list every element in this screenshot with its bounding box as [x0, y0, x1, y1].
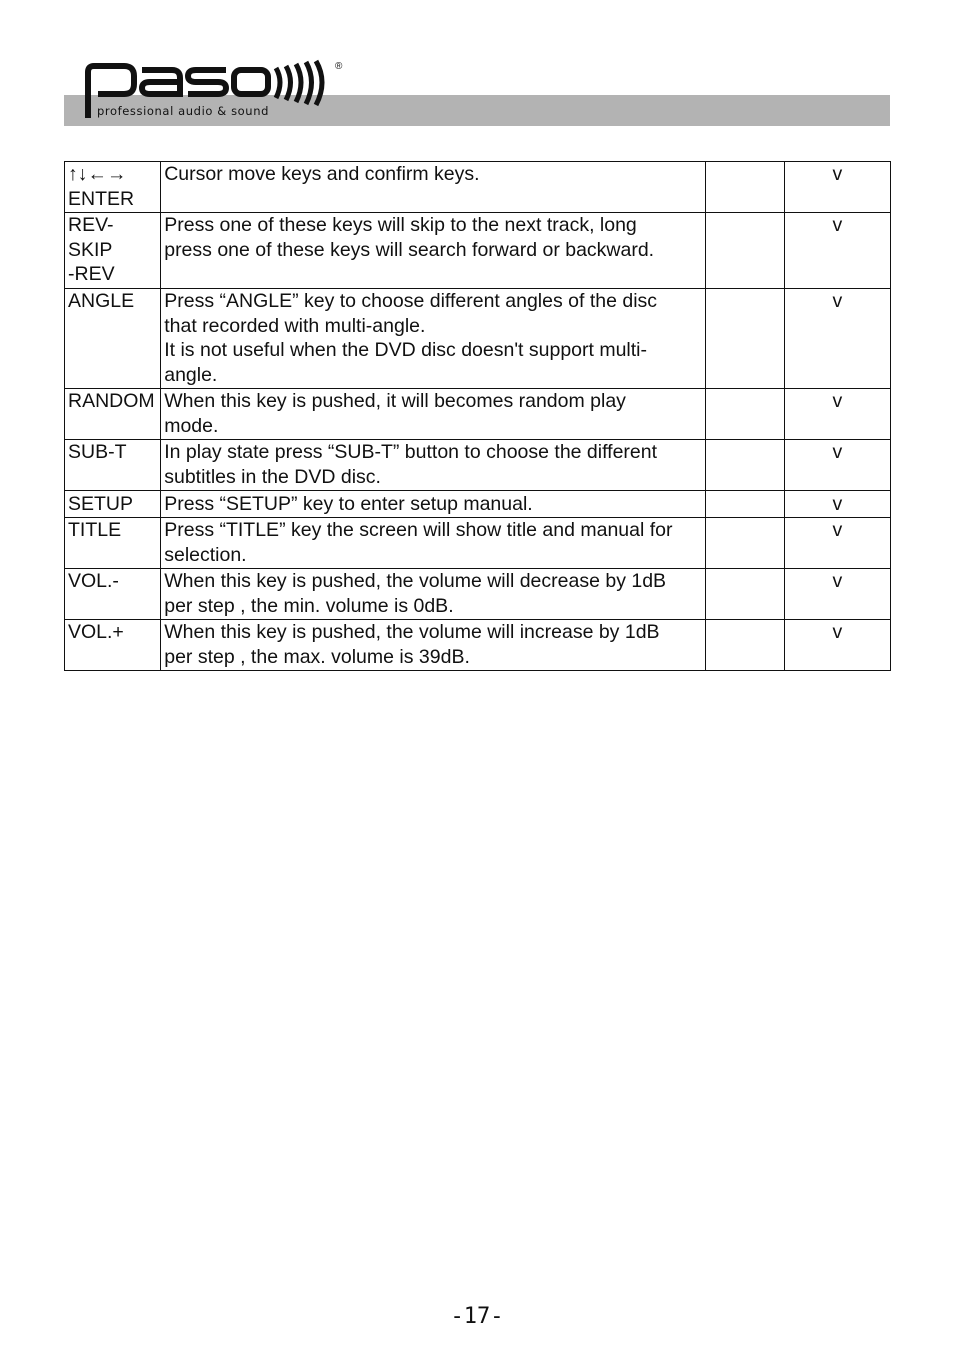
description-cell — [161, 162, 705, 213]
key-line: VOL.- — [68, 570, 119, 592]
key-cell — [65, 518, 161, 569]
key-cell — [65, 213, 161, 289]
table-row — [65, 213, 891, 289]
blank-cell — [705, 569, 784, 620]
table-row — [65, 440, 891, 491]
key-cell — [65, 289, 161, 389]
description-line: Press “SETUP” key to enter setup manual. — [164, 493, 533, 515]
description-line: In play state press “SUB-T” button to choose the different — [164, 441, 658, 463]
description-cell — [161, 620, 705, 671]
description-line: Press one of these keys will skip to the next track, long — [164, 214, 637, 236]
blank-cell — [705, 491, 784, 518]
blank-cell — [705, 289, 784, 389]
check-cell: v — [784, 389, 890, 440]
table-row — [65, 620, 891, 671]
check-cell: v — [784, 569, 890, 620]
table-row — [65, 569, 891, 620]
description-line: mode. — [164, 414, 219, 437]
description-line: subtitles in the DVD disc. — [164, 465, 381, 488]
description-line: It is not useful when the DVD disc doesn't support multi- — [164, 339, 648, 361]
key-cell — [65, 491, 161, 518]
description-line: Cursor move keys and confirm keys. — [164, 163, 480, 185]
key-line: SKIP — [68, 238, 113, 261]
table-row — [65, 491, 891, 518]
key-line: SETUP — [68, 493, 134, 515]
description-line: that recorded with multi-angle. — [164, 314, 426, 337]
table-row — [65, 162, 891, 213]
blank-cell — [705, 440, 784, 491]
key-line: ANGLE — [68, 290, 135, 312]
description-cell — [161, 389, 705, 440]
key-cell — [65, 569, 161, 620]
remote-keys-table — [64, 161, 891, 671]
check-cell: v — [784, 162, 890, 213]
key-cell — [65, 440, 161, 491]
table-row — [65, 518, 891, 569]
blank-cell — [705, 518, 784, 569]
key-cell — [65, 162, 161, 213]
blank-cell — [705, 213, 784, 289]
description-line: Press “TITLE” key the screen will show title and manual for — [164, 519, 673, 541]
key-line: -REV — [68, 263, 115, 285]
description-line: angle. — [164, 363, 218, 386]
check-cell: v — [784, 213, 890, 289]
description-line: When this key is pushed, the volume will increase by 1dB — [164, 621, 660, 643]
key-line: SUB-T — [68, 441, 127, 463]
description-cell — [161, 569, 705, 620]
check-cell: v — [784, 440, 890, 491]
check-cell: v — [784, 491, 890, 518]
check-cell: v — [784, 620, 890, 671]
check-cell: v — [784, 518, 890, 569]
key-cell — [65, 389, 161, 440]
description-cell — [161, 440, 705, 491]
blank-cell — [705, 162, 784, 213]
description-line: Press “ANGLE” key to choose different angles of the disc — [164, 290, 658, 312]
key-line: ENTER — [68, 187, 135, 210]
key-line: VOL.+ — [68, 621, 124, 643]
blank-cell — [705, 389, 784, 440]
brand-tagline: professional audio & sound — [97, 104, 269, 118]
description-line: press one of these keys will search forward or backward. — [164, 238, 655, 261]
check-cell: v — [784, 289, 890, 389]
description-cell — [161, 289, 705, 389]
description-line: When this key is pushed, it will becomes random play — [164, 390, 626, 412]
registered-mark: ® — [335, 61, 343, 72]
description-line: per step , the max. volume is 39dB. — [164, 645, 470, 668]
key-line: TITLE — [68, 519, 122, 541]
description-cell — [161, 213, 705, 289]
key-line: RANDOM — [68, 390, 155, 412]
blank-cell — [705, 620, 784, 671]
page-number: -17- — [450, 1304, 504, 1329]
page-header — [0, 0, 954, 140]
table-row — [65, 289, 891, 389]
description-cell — [161, 518, 705, 569]
description-cell — [161, 491, 705, 518]
brand-logo — [84, 58, 354, 122]
description-line: per step , the min. volume is 0dB. — [164, 594, 454, 617]
description-line: selection. — [164, 543, 247, 566]
key-cell — [65, 620, 161, 671]
table-row — [65, 389, 891, 440]
key-line: REV- — [68, 214, 114, 236]
key-line: ↑↓←→ — [68, 163, 127, 185]
description-line: When this key is pushed, the volume will decrease by 1dB — [164, 570, 667, 592]
